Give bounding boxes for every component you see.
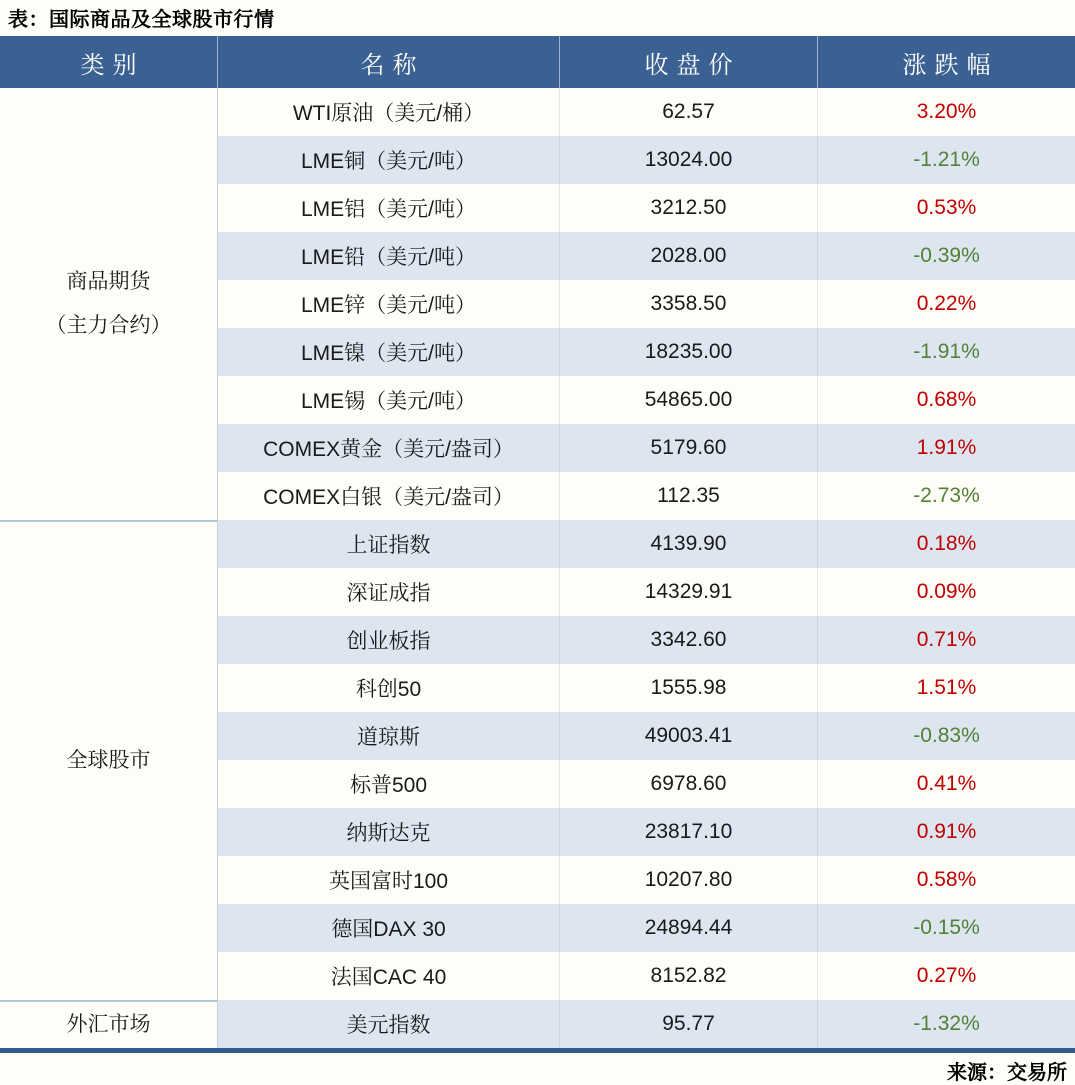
close-cell: 5179.60 (560, 424, 818, 472)
name-cell: 法国CAC 40 (218, 952, 560, 1000)
name-cell: LME铝（美元/吨） (218, 184, 560, 232)
close-cell: 49003.41 (560, 712, 818, 760)
change-cell: -1.21% (818, 136, 1075, 184)
name-cell: 科创50 (218, 664, 560, 712)
category-cell (0, 1000, 218, 1048)
change-cell: 0.68% (916, 388, 977, 411)
change-cell: 0.18% (818, 520, 1075, 568)
close-cell: 8152.82 (560, 952, 818, 1000)
close-cell: 13024.00 (560, 136, 818, 184)
market-table (0, 36, 1075, 1053)
close-cell: 4139.90 (560, 520, 818, 568)
name-cell: 道琼斯 (218, 712, 560, 760)
close-cell: 1555.98 (560, 664, 818, 712)
close-cell: 62.57 (560, 88, 818, 136)
change-cell: 0.22% (916, 292, 977, 315)
close-cell: 54865.00 (560, 376, 818, 424)
name-cell: WTI原油（美元/桶） (218, 88, 560, 136)
col-header-category: 类别 (0, 36, 218, 88)
close-cell: 23817.10 (560, 808, 818, 856)
name-cell: 德国DAX 30 (218, 904, 560, 952)
change-cell: -0.15% (818, 904, 1075, 952)
change-cell: 3.20% (916, 100, 977, 123)
col-header-name: 名称 (218, 36, 560, 88)
category-line: 全球股市 (66, 749, 151, 772)
name-cell: COMEX黄金（美元/盎司） (218, 424, 560, 472)
close-cell: 14329.91 (560, 568, 818, 616)
change-cell: 0.71% (818, 616, 1075, 664)
close-cell: 3358.50 (560, 280, 818, 328)
change-cell: -1.91% (818, 328, 1075, 376)
close-cell: 95.77 (560, 1000, 818, 1048)
name-cell: LME镍（美元/吨） (218, 328, 560, 376)
col-header-change: 涨跌幅 (902, 51, 999, 79)
name-cell: 深证成指 (218, 568, 560, 616)
close-cell: 3342.60 (560, 616, 818, 664)
table-title: 表：国际商品及全球股市行情 (8, 9, 275, 31)
change-cell: 0.41% (916, 772, 977, 795)
close-cell: 2028.00 (560, 232, 818, 280)
name-cell: LME锡（美元/吨） (218, 376, 560, 424)
name-cell: 英国富时100 (218, 856, 560, 904)
change-cell: 0.58% (916, 868, 977, 891)
name-cell: 美元指数 (218, 1000, 560, 1048)
source-note: 来源：交易所 (947, 1062, 1067, 1084)
change-cell: -0.83% (818, 712, 1075, 760)
name-cell: LME铅（美元/吨） (218, 232, 560, 280)
name-cell: COMEX白银（美元/盎司） (218, 472, 560, 520)
change-cell: -1.32% (818, 1000, 1075, 1048)
category-line: 外汇市场 (66, 1013, 151, 1036)
change-cell: 0.53% (916, 196, 977, 219)
category-line: 商品期货 (66, 270, 151, 293)
category-cell (0, 520, 218, 1000)
change-cell: 1.51% (916, 676, 977, 699)
name-cell: LME锌（美元/吨） (218, 280, 560, 328)
category-cell (0, 88, 218, 520)
name-cell: LME铜（美元/吨） (218, 136, 560, 184)
table-body (0, 88, 1075, 1053)
close-cell: 10207.80 (560, 856, 818, 904)
close-cell: 3212.50 (560, 184, 818, 232)
name-cell: 上证指数 (218, 520, 560, 568)
close-cell: 18235.00 (560, 328, 818, 376)
change-cell: 1.91% (818, 424, 1075, 472)
close-cell: 24894.44 (560, 904, 818, 952)
close-cell: 112.35 (560, 472, 818, 520)
category-line: （主力合约） (45, 314, 172, 337)
name-cell: 纳斯达克 (218, 808, 560, 856)
name-cell: 创业板指 (218, 616, 560, 664)
change-cell: -2.73% (913, 484, 980, 507)
change-cell: 0.09% (916, 580, 977, 603)
name-cell: 标普500 (218, 760, 560, 808)
change-cell: 0.27% (916, 964, 977, 987)
col-header-close: 收盘价 (560, 36, 818, 88)
close-cell: 6978.60 (560, 760, 818, 808)
change-cell: 0.91% (818, 808, 1075, 856)
table-header-row (0, 36, 1075, 88)
change-cell: -0.39% (818, 232, 1075, 280)
